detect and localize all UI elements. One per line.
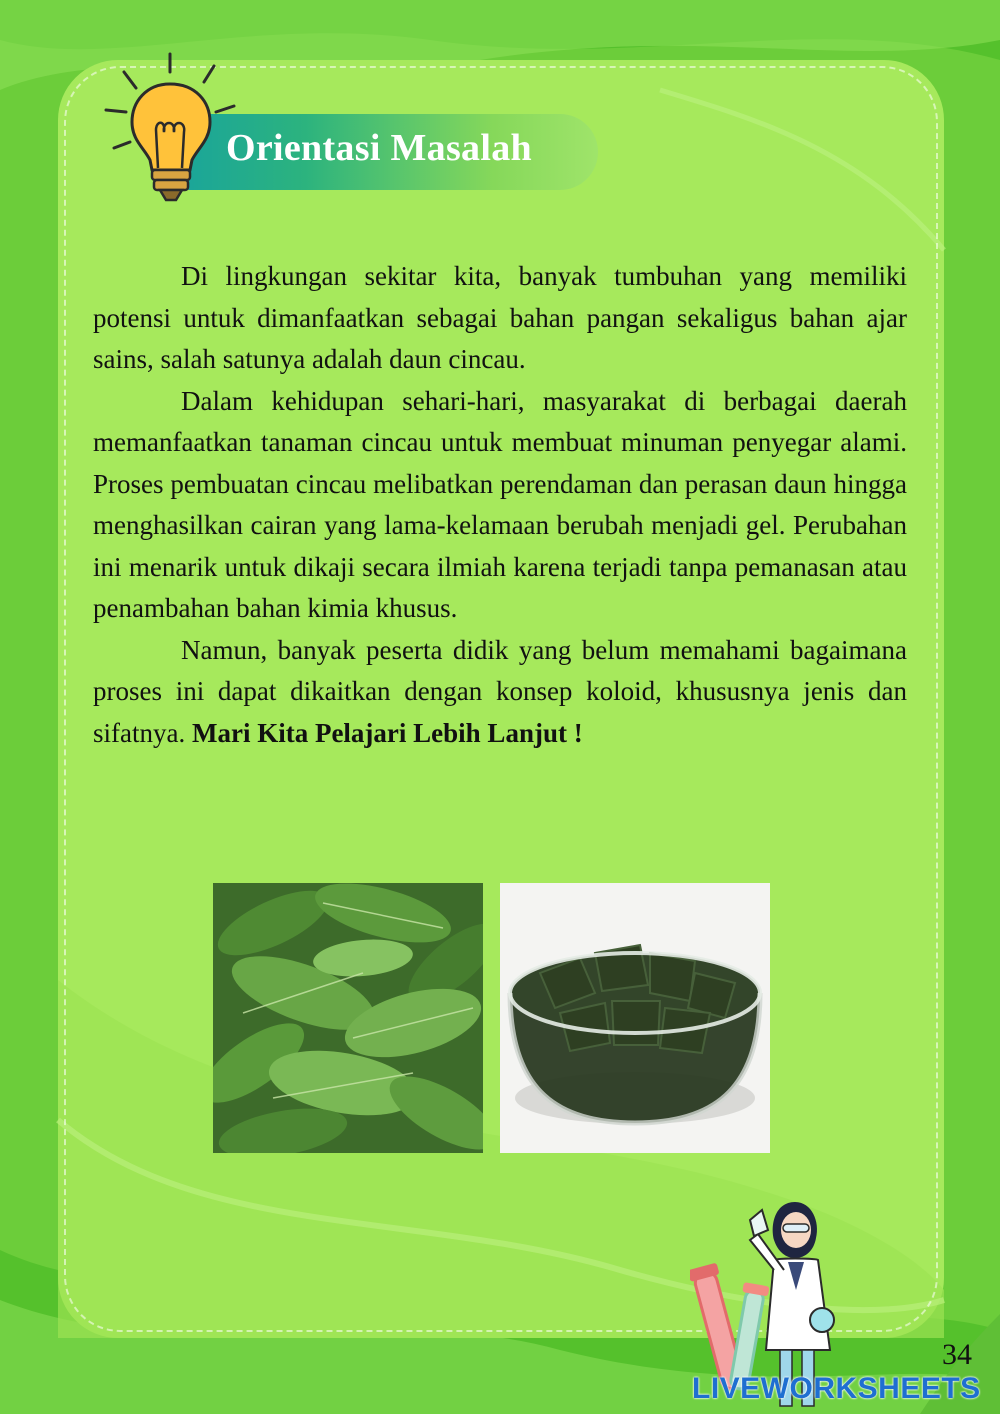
paragraph-2: Dalam kehidupan sehari-hari, masyarakat di berbagai daerah memanfaatkan tanaman cincau untuk membuat minuman penyegar alami. Proses pembuatan cincau melibatkan perendaman dan perasan daun hingga menghasilkan cairan yang lama-kelamaan berubah menjadi gel. Perubahan ini menarik untuk dikaji secara ilmiah karena terjadi tanpa pemanasan atau penambahan bahan kimia khusus.	[93, 385, 907, 623]
paragraph-3-text: Namun, banyak peserta didik yang belum memahami bagaimana proses ini dapat dikaitkan dengan konsep koloid, khususnya jenis dan sifatnya.	[93, 634, 907, 748]
paragraph-1: Di lingkungan sekitar kita, banyak tumbuhan yang memiliki potensi untuk dimanfaatkan sebagai bahan pangan sekaligus bahan ajar sains, salah satunya adalah daun cincau.	[93, 261, 907, 374]
page-title: Orientasi Masalah	[226, 127, 532, 169]
liveworksheets-watermark: LIVEWORKSHEETS	[692, 1372, 981, 1405]
paragraph-3	[93, 630, 907, 755]
cincau-leaves-photo	[213, 883, 483, 1153]
body-text	[93, 256, 907, 754]
page-number: 34	[942, 1338, 972, 1371]
cincau-jelly-bowl-photo	[500, 883, 770, 1153]
call-to-action: Mari Kita Pelajari Lebih Lanjut !	[191, 717, 583, 748]
lightbulb-icon	[104, 50, 254, 210]
